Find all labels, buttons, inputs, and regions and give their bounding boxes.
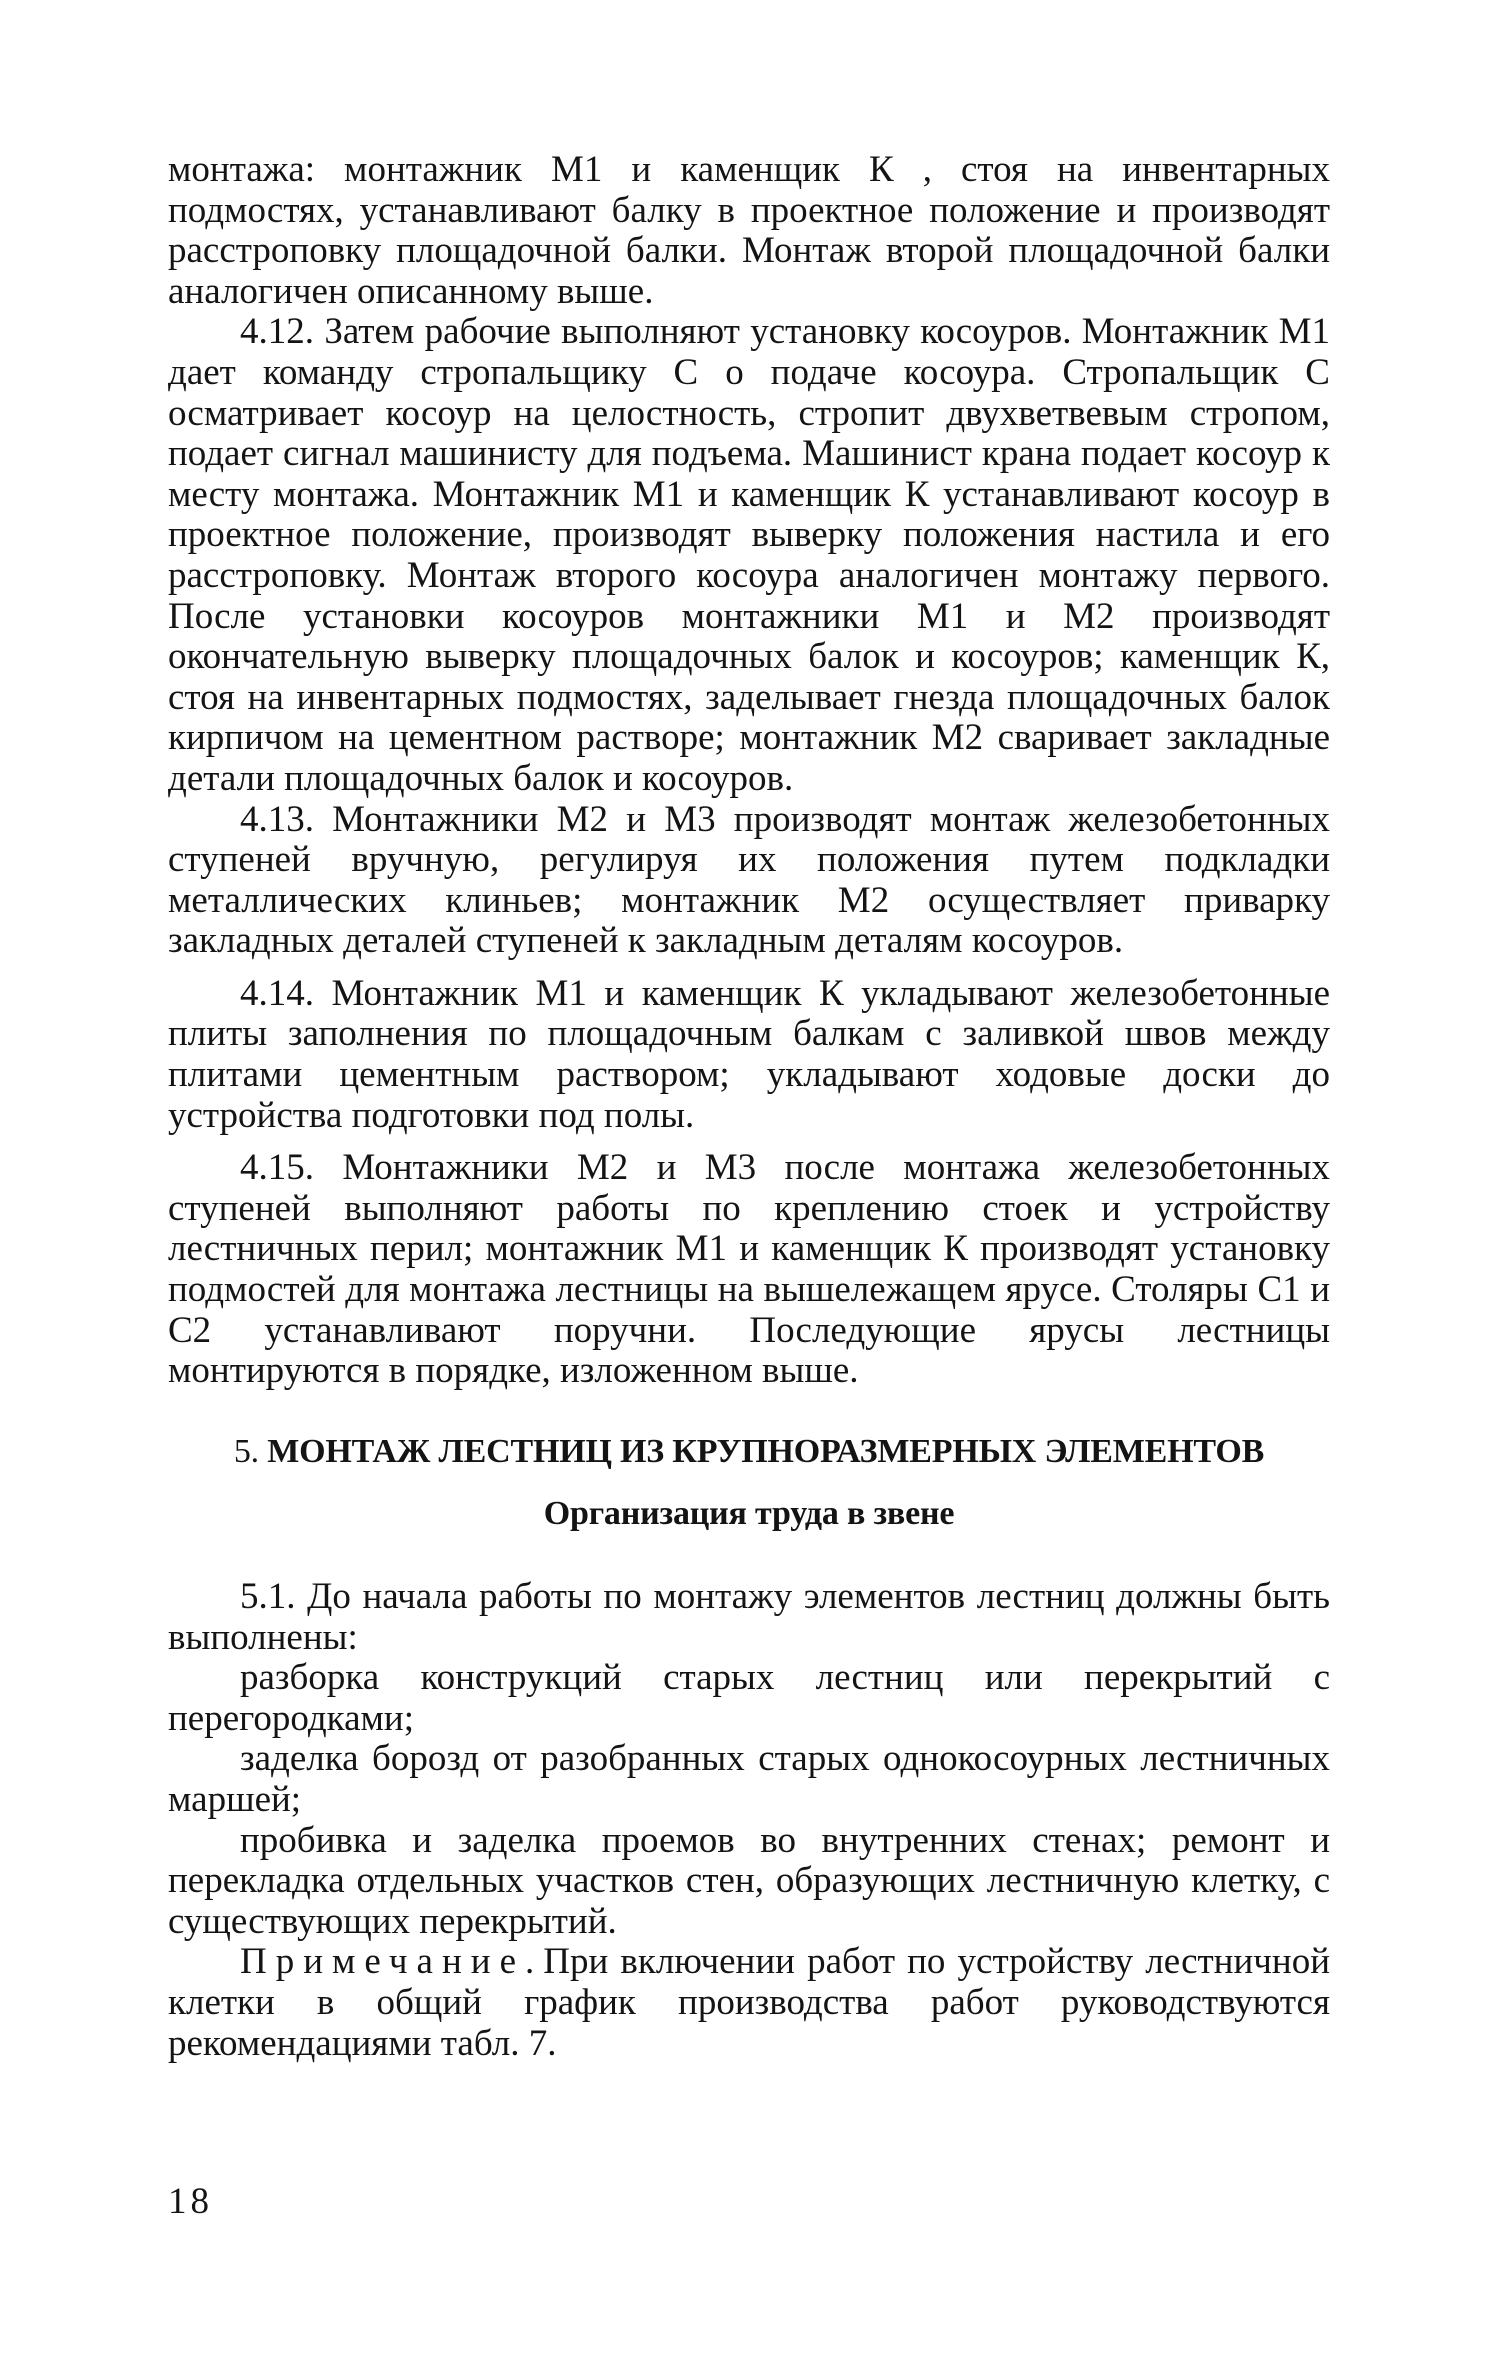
note-label: Примечание.: [240, 1941, 544, 1983]
paragraph: монтажа: монтажник М1 и каменщик К , стоя на инвентарных подмостях, устанавливают балку в проектное положение и производят расстроповку площадочной балки. Монтаж второй площадочной балки аналогичен описанному выше.: [168, 149, 1330, 312]
section-title: МОНТАЖ ЛЕСТНИЦ ИЗ КРУПНОРАЗМЕРНЫХ ЭЛЕМЕНТОВ: [267, 1432, 1265, 1470]
section-number: 5.: [233, 1432, 259, 1470]
paragraph: 4.12. Затем рабочие выполняют установку косоуров. Монтажник М1 дает команду стропальщику С о подаче косоура. Стропальщик С осматривает косоур на целостность, стропит двухветвевым стропом, подает сигнал машинисту для подъема. Машинист крана подает косоур к месту монтажа. Монтажник М1 и каменщик К устанавливают косоур в проектное положение, производят выверку положения настила и его расстроповку. Монтаж второго косоура аналогичен монтажу первого. После установки косоуров монтажники М1 и М2 производят окончательную выверку площадочных балок и косоуров; каменщик К, стоя на инвентарных подмостях, заделывает гнезда площадочных балок кирпичом на цементном растворе; монтажник М2 сваривает закладные детали площадочных балок и косоуров.: [168, 311, 1330, 799]
list-item: заделка борозд от разобранных старых однокосоурных лестничных маршей;: [168, 1738, 1330, 1820]
paragraph: 4.15. Монтажники М2 и М3 после монтажа железобетонных ступеней выполняют работы по креплению стоек и устройству лестничных перил; монтажник М1 и каменщик К производят установку подмостей для монтажа лестницы на вышележащем ярусе. Столяры С1 и С2 устанавливают поручни. Последующие ярусы лестницы монтируются в порядке, изложенном выше.: [168, 1147, 1330, 1392]
paragraph: 4.13. Монтажники М2 и М3 производят монтаж железобетонных ступеней вручную, регулируя их положения путем подкладки металлических клиньев; монтажник М2 осуществляет приварку закладных деталей ступеней к закладным деталям косоуров.: [168, 798, 1330, 962]
section-subtitle: Организация труда в звене: [543, 1495, 955, 1533]
document-page: [168, 150, 1330, 2064]
list-item: пробивка и заделка проемов во внутренних стенах; ремонт и перекладка отдельных участков стен, образующих лестничную клетку, с существующих перекрытий.: [168, 1819, 1330, 1942]
paragraph: 4.14. Монтажник М1 и каменщик К укладывают железобетонные плиты заполнения по площадочным балкам с заливкой швов между плитами цементным раствором; укладывают ходовые доски до устройства подготовки под полы.: [168, 972, 1330, 1136]
section-heading: [168, 1432, 1330, 1473]
list-item: разборка конструкций старых лестниц или перекрытий с перегородками;: [168, 1657, 1330, 1739]
note-text: При включении работ по устройству лестничной клетки в общий график производства работ руководствуются рекомендациями табл. 7.: [168, 1941, 1330, 2064]
note: [168, 1942, 1330, 2064]
paragraph: 5.1. До начала работы по монтажу элементов лестниц должны быть выполнены:: [168, 1576, 1330, 1658]
page-number: 18: [168, 2181, 213, 2222]
